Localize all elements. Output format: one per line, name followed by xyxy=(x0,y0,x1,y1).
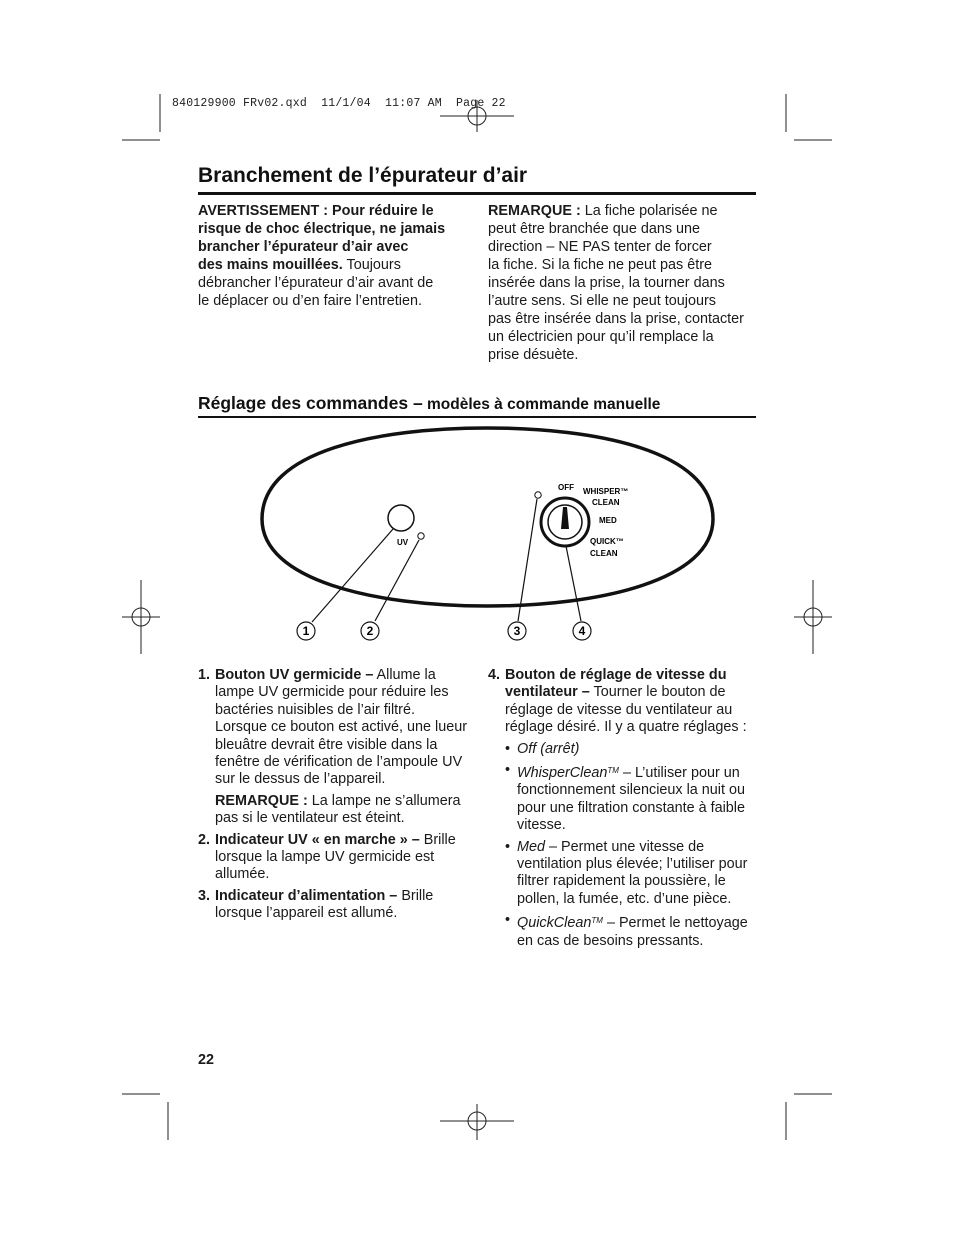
controls-list-left xyxy=(198,667,470,927)
setting-bullet: • Off (arrêt) xyxy=(505,740,580,757)
setting-text: – Permet le nettoyage en cas de besoins pressants. xyxy=(517,915,748,949)
item-remark xyxy=(215,793,470,828)
note-text: un électricien pour qu’il remplace la xyxy=(488,329,714,345)
uv-button xyxy=(388,505,414,531)
trademark: TM xyxy=(607,766,619,776)
file-slug: 840129900 FRv02.qxd 11/1/04 11:07 AM Page 22 xyxy=(172,97,506,110)
warning-text: débrancher l’épurateur d’air avant de xyxy=(198,275,434,291)
controls-list-right xyxy=(488,667,758,950)
setting-name: WhisperClean xyxy=(517,765,608,782)
quick-label: QUICK™ xyxy=(590,537,624,546)
warning-line: risque de choc électrique, ne jamais xyxy=(198,221,446,237)
item-number: 4. xyxy=(488,667,501,683)
remark-text: La lampe ne s’allumera pas si le ventilateur est éteint. xyxy=(215,792,461,827)
note-text: peut être branchée que dans une xyxy=(488,221,701,237)
callout-3-label: 3 xyxy=(513,624,521,638)
note-text: La fiche polarisée ne xyxy=(580,203,718,219)
remark-label: REMARQUE : xyxy=(215,792,308,809)
quick-label: CLEAN xyxy=(590,549,618,558)
item-number: 2. xyxy=(198,831,211,848)
item-lead: Indicateur UV « en marche » – xyxy=(215,831,420,848)
subtitle-main: Réglage des commandes – xyxy=(198,393,423,413)
whisper-label: WHISPER™ xyxy=(583,487,629,496)
note-text: prise désuète. xyxy=(488,347,579,363)
setting-name: QuickClean xyxy=(517,915,592,932)
med-label: MED xyxy=(599,516,617,525)
warning-text: le déplacer ou d’en faire l’entretien. xyxy=(198,293,422,309)
callout-4-label: 4 xyxy=(578,624,586,638)
page-title: Branchement de l’épurateur d’air xyxy=(198,164,528,187)
item-text: Brille lorsque l’appareil est allumé. xyxy=(215,887,434,922)
power-indicator-light xyxy=(535,492,541,498)
list-item xyxy=(488,667,758,737)
item-text: Tourner le bouton de réglage de vitesse du ventilateur au réglage désiré. Il y a quatre réglages : xyxy=(505,684,747,736)
warning-line: brancher l’épurateur d’air avec xyxy=(198,239,409,255)
uv-label: UV xyxy=(397,538,409,547)
setting-text: – L’utiliser pour un fonctionnement silencieux la nuit ou pour une filtration constante à faible vitesse. xyxy=(517,765,746,834)
setting-name: Off (arrêt) xyxy=(517,740,580,757)
item-lead: Bouton de réglage de vitesse du ventilateur – xyxy=(505,667,727,701)
setting-bullet: • Med – Permet une vitesse de ventilation plus élevée; l’utiliser pour filtrer rapidement la poussière, le pollen, la fumée, etc. d’une pièce. xyxy=(505,838,748,907)
setting-name: Med xyxy=(517,838,545,855)
item-lead: Bouton UV germicide – xyxy=(215,667,374,683)
note-text: la fiche. Si la fiche ne peut pas être xyxy=(488,257,712,273)
setting-bullet: • QuickClean™ – Permet le nettoyage en cas de besoins pressants. xyxy=(505,912,748,949)
note-text: direction – NE PAS tenter de forcer xyxy=(488,239,712,255)
item-lead: Indicateur d’alimentation – xyxy=(215,887,398,904)
item-text: Brille lorsque la lampe UV germicide est allumée. xyxy=(215,831,456,883)
warning-line: des mains mouillées. xyxy=(198,257,343,273)
whisper-label: CLEAN xyxy=(592,498,620,507)
callout-2-label: 2 xyxy=(366,624,374,638)
warning-text: Toujours xyxy=(342,257,401,273)
callout-1-label: 1 xyxy=(302,624,310,638)
item-text: Allume la lampe UV germicide pour réduire les bactéries nuisibles de l’air filtré. Lorsque ce bouton est activé, une lueur bleuâtre devrait être visible dans la fenêtre de vérification de l’ampoule UV sur le dessus de l’appareil. xyxy=(215,667,468,788)
trademark: TM xyxy=(591,916,603,926)
off-label: OFF xyxy=(558,483,574,492)
note-text: insérée dans la prise, la tourner dans xyxy=(488,275,725,291)
item-number: 3. xyxy=(198,887,211,904)
note-label: REMARQUE : xyxy=(488,203,581,219)
page-number: 22 xyxy=(198,1052,215,1068)
setting-bullet: • WhisperClean™ – L’utiliser pour un fonctionnement silencieux la nuit ou pour une filtration constante à faible vitesse. xyxy=(505,762,746,834)
uv-indicator-light xyxy=(418,533,424,539)
note-text: pas être insérée dans la prise, contacter xyxy=(488,311,744,327)
list-item xyxy=(198,888,470,923)
note-text: l’autre sens. Si elle ne peut toujours xyxy=(488,293,716,309)
list-item xyxy=(198,832,470,884)
list-item xyxy=(198,667,470,828)
panel-outline xyxy=(262,428,713,606)
item-number: 1. xyxy=(198,667,211,683)
subtitle-secondary: modèles à commande manuelle xyxy=(422,396,661,413)
warning-line: AVERTISSEMENT : Pour réduire le xyxy=(198,203,434,219)
setting-text: – Permet une vitesse de ventilation plus élevée; l’utiliser pour filtrer rapidement la poussière, le pollen, la fumée, etc. d’une pièce. xyxy=(517,838,748,907)
